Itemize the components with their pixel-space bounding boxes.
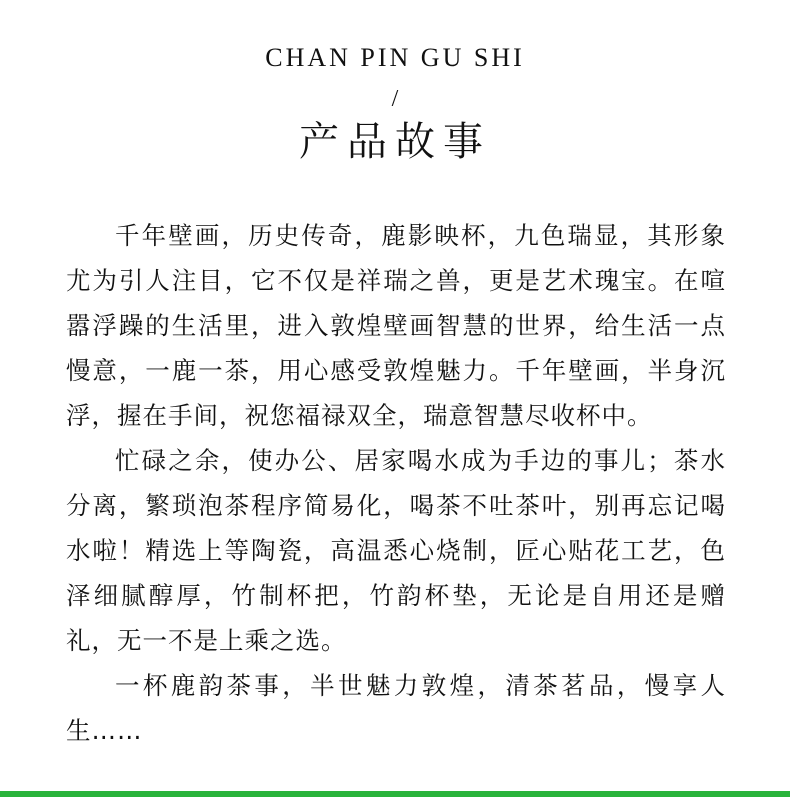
- slash-divider: /: [391, 86, 399, 112]
- section-subtitle: CHAN PIN GU SHI: [265, 43, 525, 72]
- story-paragraph: 忙碌之余，使办公、居家喝水成为手边的事儿；茶水分离，繁琐泡茶程序简易化，喝茶不吐茶叶，别再忘记喝水啦！精选上等陶瓷，高温悉心烧制，匠心贴花工艺，色泽细腻醇厚，竹制杯把，竹韵杯垫，无论是自用还是赠礼，无一不是上乘之选。: [66, 446, 726, 655]
- story-body: [66, 213, 726, 753]
- section-header: [0, 40, 790, 170]
- story-paragraph: 一杯鹿韵茶事，半世魅力敦煌，清茶茗品，慢享人生……: [66, 671, 726, 745]
- story-paragraph: 千年壁画，历史传奇，鹿影映杯，九色瑞显，其形象尤为引人注目，它不仅是祥瑞之兽，更是艺术瑰宝。在喧嚣浮躁的生活里，进入敦煌壁画智慧的世界，给生活一点慢意，一鹿一茶，用心感受敦煌魅力。千年壁画，半身沉浮，握在手间，祝您福禄双全，瑞意智慧尽收杯中。: [66, 221, 726, 430]
- bottom-accent-bar: [0, 791, 790, 797]
- page-title: 产品故事: [299, 119, 491, 165]
